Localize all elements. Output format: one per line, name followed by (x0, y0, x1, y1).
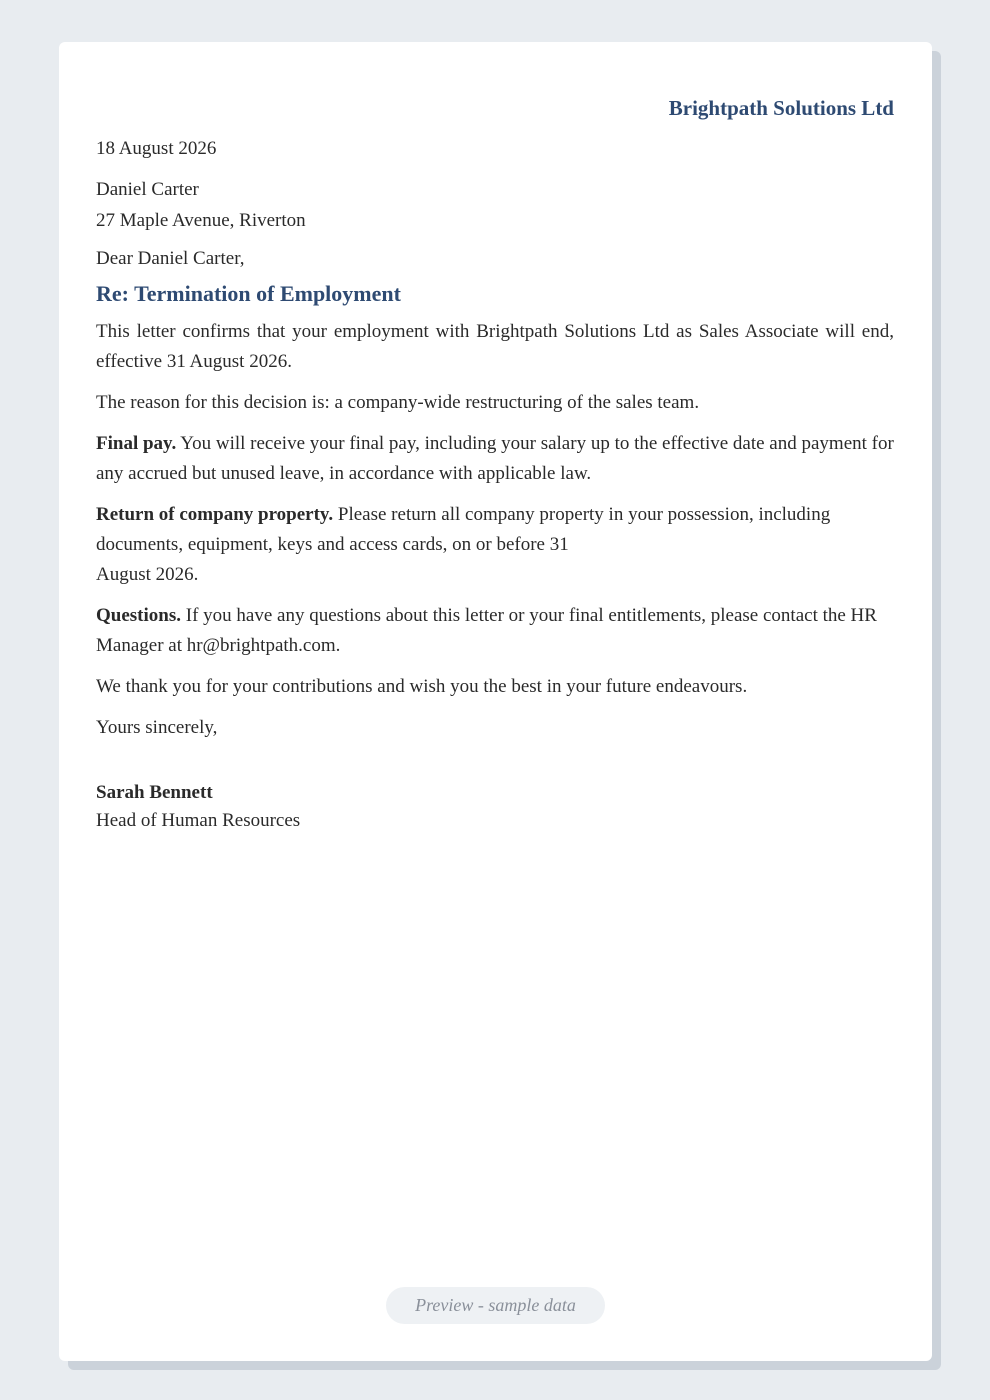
letter-page (59, 42, 932, 1361)
return-property-date: August 2026. (96, 564, 199, 585)
signatory-name: Sarah Bennett (96, 782, 213, 803)
recipient-name: Daniel Carter (96, 179, 199, 200)
questions-paragraph (96, 601, 894, 661)
reason-paragraph: The reason for this decision is: a company-wide restructuring of the sales team. (96, 392, 700, 413)
intro-paragraph: This letter confirms that your employment with Brightpath Solutions Ltd as Sales Associate will end, effective 31 August 2026. (96, 321, 894, 372)
subject-line: Re: Termination of Employment (96, 281, 401, 306)
final-pay-paragraph (96, 429, 894, 489)
greeting: Dear Daniel Carter, (96, 248, 245, 269)
recipient-block (96, 174, 894, 236)
thanks-paragraph: We thank you for your contributions and wish you the best in your future endeavours. (96, 676, 748, 697)
letter-date: 18 August 2026 (96, 138, 217, 159)
final-pay-heading: Final pay. (96, 433, 177, 454)
return-property-heading: Return of company property. (96, 504, 334, 525)
recipient-address: 27 Maple Avenue, Riverton (96, 210, 306, 231)
signatory-title: Head of Human Resources (96, 810, 301, 831)
preview-badge: Preview - sample data (386, 1287, 605, 1324)
closing: Yours sincerely, (96, 717, 218, 738)
company-name: Brightpath Solutions Ltd (668, 96, 894, 120)
questions-heading: Questions. (96, 605, 181, 626)
questions-text: If you have any questions about this letter or your final entitlements, please contact the HR Manager at hr@brightpath.com. (96, 605, 877, 656)
return-property-text: Please return all company property in your possession, including documents, equipment, keys and access cards, on or before 31 (96, 504, 831, 555)
return-property-paragraph (96, 500, 894, 590)
final-pay-text: You will receive your final pay, including your salary up to the effective date and payment for any accrued but unused leave, in accordance with applicable law. (96, 433, 894, 484)
